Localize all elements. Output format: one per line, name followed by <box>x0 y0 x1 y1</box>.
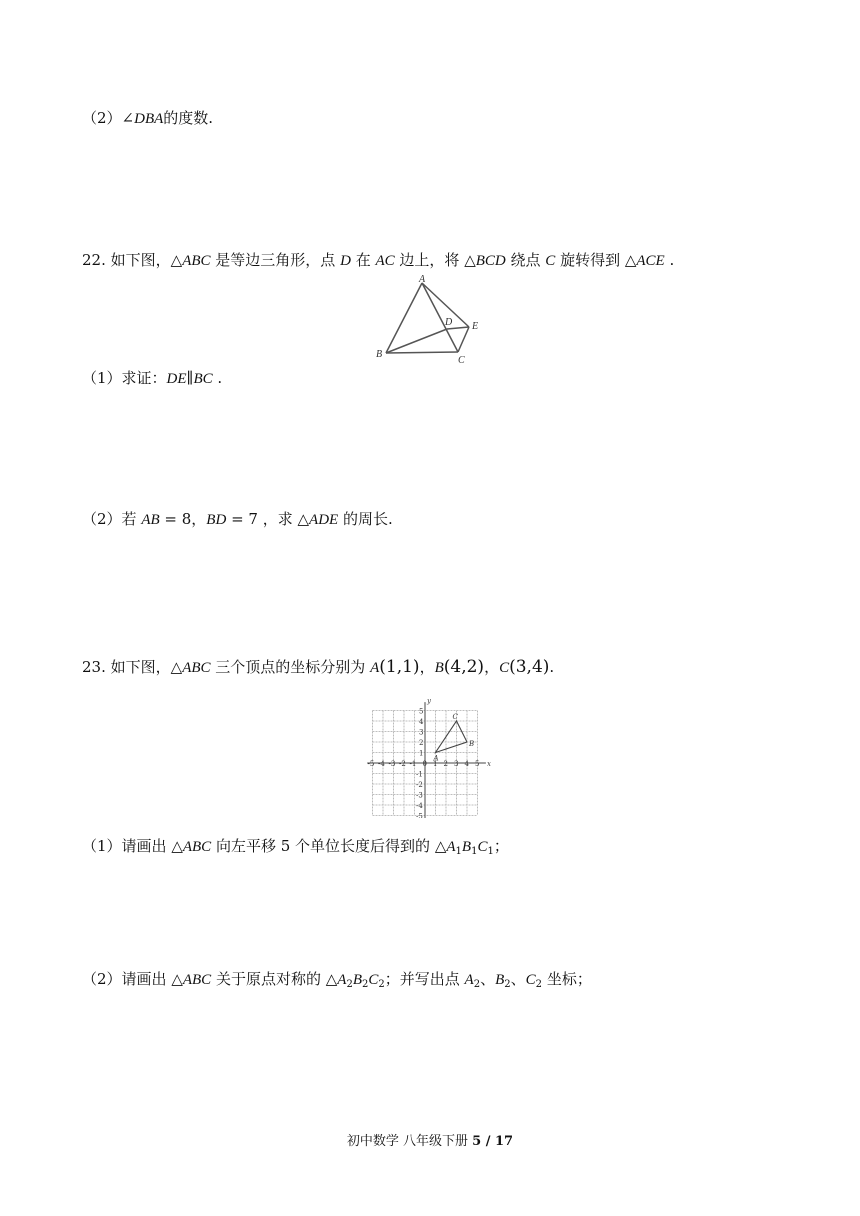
triangle-lines <box>386 283 469 353</box>
label-D: D <box>445 317 453 328</box>
q23-part2-math: A <box>464 972 474 988</box>
q22-part2-suffix: 的周长. <box>338 510 393 528</box>
q23-part2-math: △ABC <box>171 972 212 988</box>
q23-math: △ABC <box>170 660 211 676</box>
q23-text: . <box>549 658 555 676</box>
q23-part1-sub: 1 <box>487 846 494 857</box>
q23-part1-text: 向左平移 5 个单位长度后得到的 <box>211 837 435 855</box>
q22-text: 边上，将 <box>394 251 465 269</box>
x-tick-label: -4 <box>378 760 385 768</box>
q23-coordinate-grid <box>366 694 492 818</box>
q23-point-a: A <box>370 660 380 676</box>
point-label-a: A <box>433 754 439 763</box>
q21-part2-suffix: 的度数. <box>163 109 214 127</box>
y-axis-label: y <box>427 697 431 706</box>
y-tick-label: 4 <box>419 718 424 726</box>
q23-part2-sub: 2 <box>473 979 481 990</box>
footer-separator: / <box>481 1134 496 1149</box>
y-tick-label: -3 <box>416 791 423 800</box>
q23-part1-math: △ABC <box>171 839 212 855</box>
point-label-b: B <box>469 740 475 748</box>
q22-part2-prefix: （2）若 <box>82 510 142 528</box>
q23-part2-text: 、 <box>480 970 496 988</box>
q23-part2-text: 、 <box>510 970 526 988</box>
q22-part2-text: = 8， <box>159 510 207 528</box>
label-E: E <box>472 321 479 332</box>
q23-part1-sub: 1 <box>455 846 462 857</box>
q23-part2-text: 关于原点对称的 <box>211 970 326 988</box>
q23-part2-prefix: （2）请画出 <box>82 970 172 988</box>
q22-part2-math: AB <box>141 512 160 528</box>
q23-part2-sub: 2 <box>535 979 543 990</box>
q23-part1-sub: 1 <box>471 846 478 857</box>
q22-math: △ABC <box>170 253 211 269</box>
q23-text: 如下图， <box>110 658 171 676</box>
y-tick-label: 3 <box>419 728 424 737</box>
x-tick-label: 4 <box>464 760 469 768</box>
q23-number: 23. <box>82 658 106 676</box>
label-B: B <box>376 349 383 360</box>
footer-page-number: 5 <box>472 1134 482 1149</box>
q22-math: △ACE <box>624 253 665 269</box>
q23-part1-suffix: ； <box>493 837 509 855</box>
q22-text: . <box>664 251 675 269</box>
x-tick-label: 5 <box>475 760 480 768</box>
q23-coord-c: (3,4) <box>509 657 550 677</box>
q23-part2-sub: 2 <box>346 979 353 990</box>
q23-coord-a: (1,1) <box>379 657 420 677</box>
label-C: C <box>458 355 465 366</box>
q23-stem: 23. 如下图，△ABC 三个顶点的坐标分别为 A(1,1)，B(4,2)，C(3,4). <box>82 657 555 677</box>
q22-part2-text: ，求 <box>257 510 298 528</box>
x-axis-label: x <box>486 760 491 768</box>
q23-part2-math: B <box>495 972 505 988</box>
q23-part1-math: C <box>477 839 488 855</box>
y-tick-label: 2 <box>419 739 424 747</box>
q21-part2 <box>82 108 213 129</box>
y-tick-label: -5 <box>416 812 423 818</box>
q23-part2-math: C <box>368 972 379 988</box>
x-tick-label: -5 <box>367 760 375 768</box>
q22-text: 是等边三角形，点 <box>210 251 341 269</box>
q23-part2-text: ；并写出点 <box>384 970 465 988</box>
point-label-c: C <box>452 713 458 721</box>
y-tick-label: -1 <box>416 770 423 779</box>
y-tick-label: -4 <box>416 802 423 810</box>
y-tick-label: 5 <box>419 707 424 716</box>
x-tick-label: 2 <box>443 760 448 768</box>
q23-part2 <box>82 969 592 995</box>
x-tick-label: 3 <box>454 760 459 768</box>
q21-part2-prefix: （2） <box>82 109 122 127</box>
q22-part1-math: DE∥BC <box>166 371 213 387</box>
q22-text: 在 <box>350 251 376 269</box>
q23-text: 三个顶点的坐标分别为 <box>210 658 371 676</box>
q22-math: △BCD <box>464 253 506 269</box>
q23-part1-prefix: （1）请画出 <box>82 837 172 855</box>
q22-part2-math: △ADE <box>297 512 339 528</box>
triangle-abc <box>436 721 468 753</box>
q23-part1-math: △A <box>434 839 456 855</box>
q23-part1 <box>82 836 509 862</box>
q22-part2 <box>82 509 393 530</box>
y-tick-label: 1 <box>419 749 424 758</box>
q23-part2-math: B <box>352 972 362 988</box>
q23-part2-sub: 2 <box>504 979 511 990</box>
q22-part1 <box>82 368 222 389</box>
q23-part1-math: B <box>461 839 472 855</box>
q22-part1-suffix: . <box>212 369 223 387</box>
q22-part2-text: = 7 <box>226 510 258 528</box>
q22-text: 如下图， <box>110 251 171 269</box>
q23-part2-math: △A <box>325 972 347 988</box>
q22-text: 绕点 <box>505 251 546 269</box>
q23-part2-sub: 2 <box>378 979 385 990</box>
q22-math: C <box>545 253 556 269</box>
q23-point-c: C <box>499 660 510 676</box>
q22-stem <box>82 250 674 271</box>
q22-number: 22. <box>82 251 106 269</box>
q23-coord-b: (4,2) <box>443 657 485 677</box>
q22-part1-prefix: （1）求证： <box>82 369 167 387</box>
y-tick-label: -2 <box>416 781 423 789</box>
q22-text: 旋转得到 <box>555 251 625 269</box>
x-tick-label: -1 <box>409 760 417 768</box>
q23-part2-sub: 2 <box>361 979 369 990</box>
q23-part2-math: C <box>525 972 536 988</box>
footer-total-pages: 17 <box>495 1134 514 1149</box>
x-tick-label: 1 <box>433 760 438 768</box>
x-tick-label: -3 <box>388 760 396 768</box>
footer-title: 初中数学 八年级下册 <box>346 1134 473 1149</box>
q22-part2-math: BD <box>206 512 227 528</box>
x-tick-label: -2 <box>399 760 406 768</box>
q23-part2-suffix: 坐标； <box>542 970 592 988</box>
q22-math: AC <box>375 253 395 269</box>
label-A: A <box>419 274 426 285</box>
page-footer <box>0 1133 860 1151</box>
q21-part2-math: ∠DBA <box>121 111 164 127</box>
q22-triangle-figure <box>372 272 492 368</box>
q22-math: D <box>340 253 351 269</box>
q23-point-b: B <box>434 660 444 676</box>
x-tick-label: 0 <box>422 760 427 768</box>
